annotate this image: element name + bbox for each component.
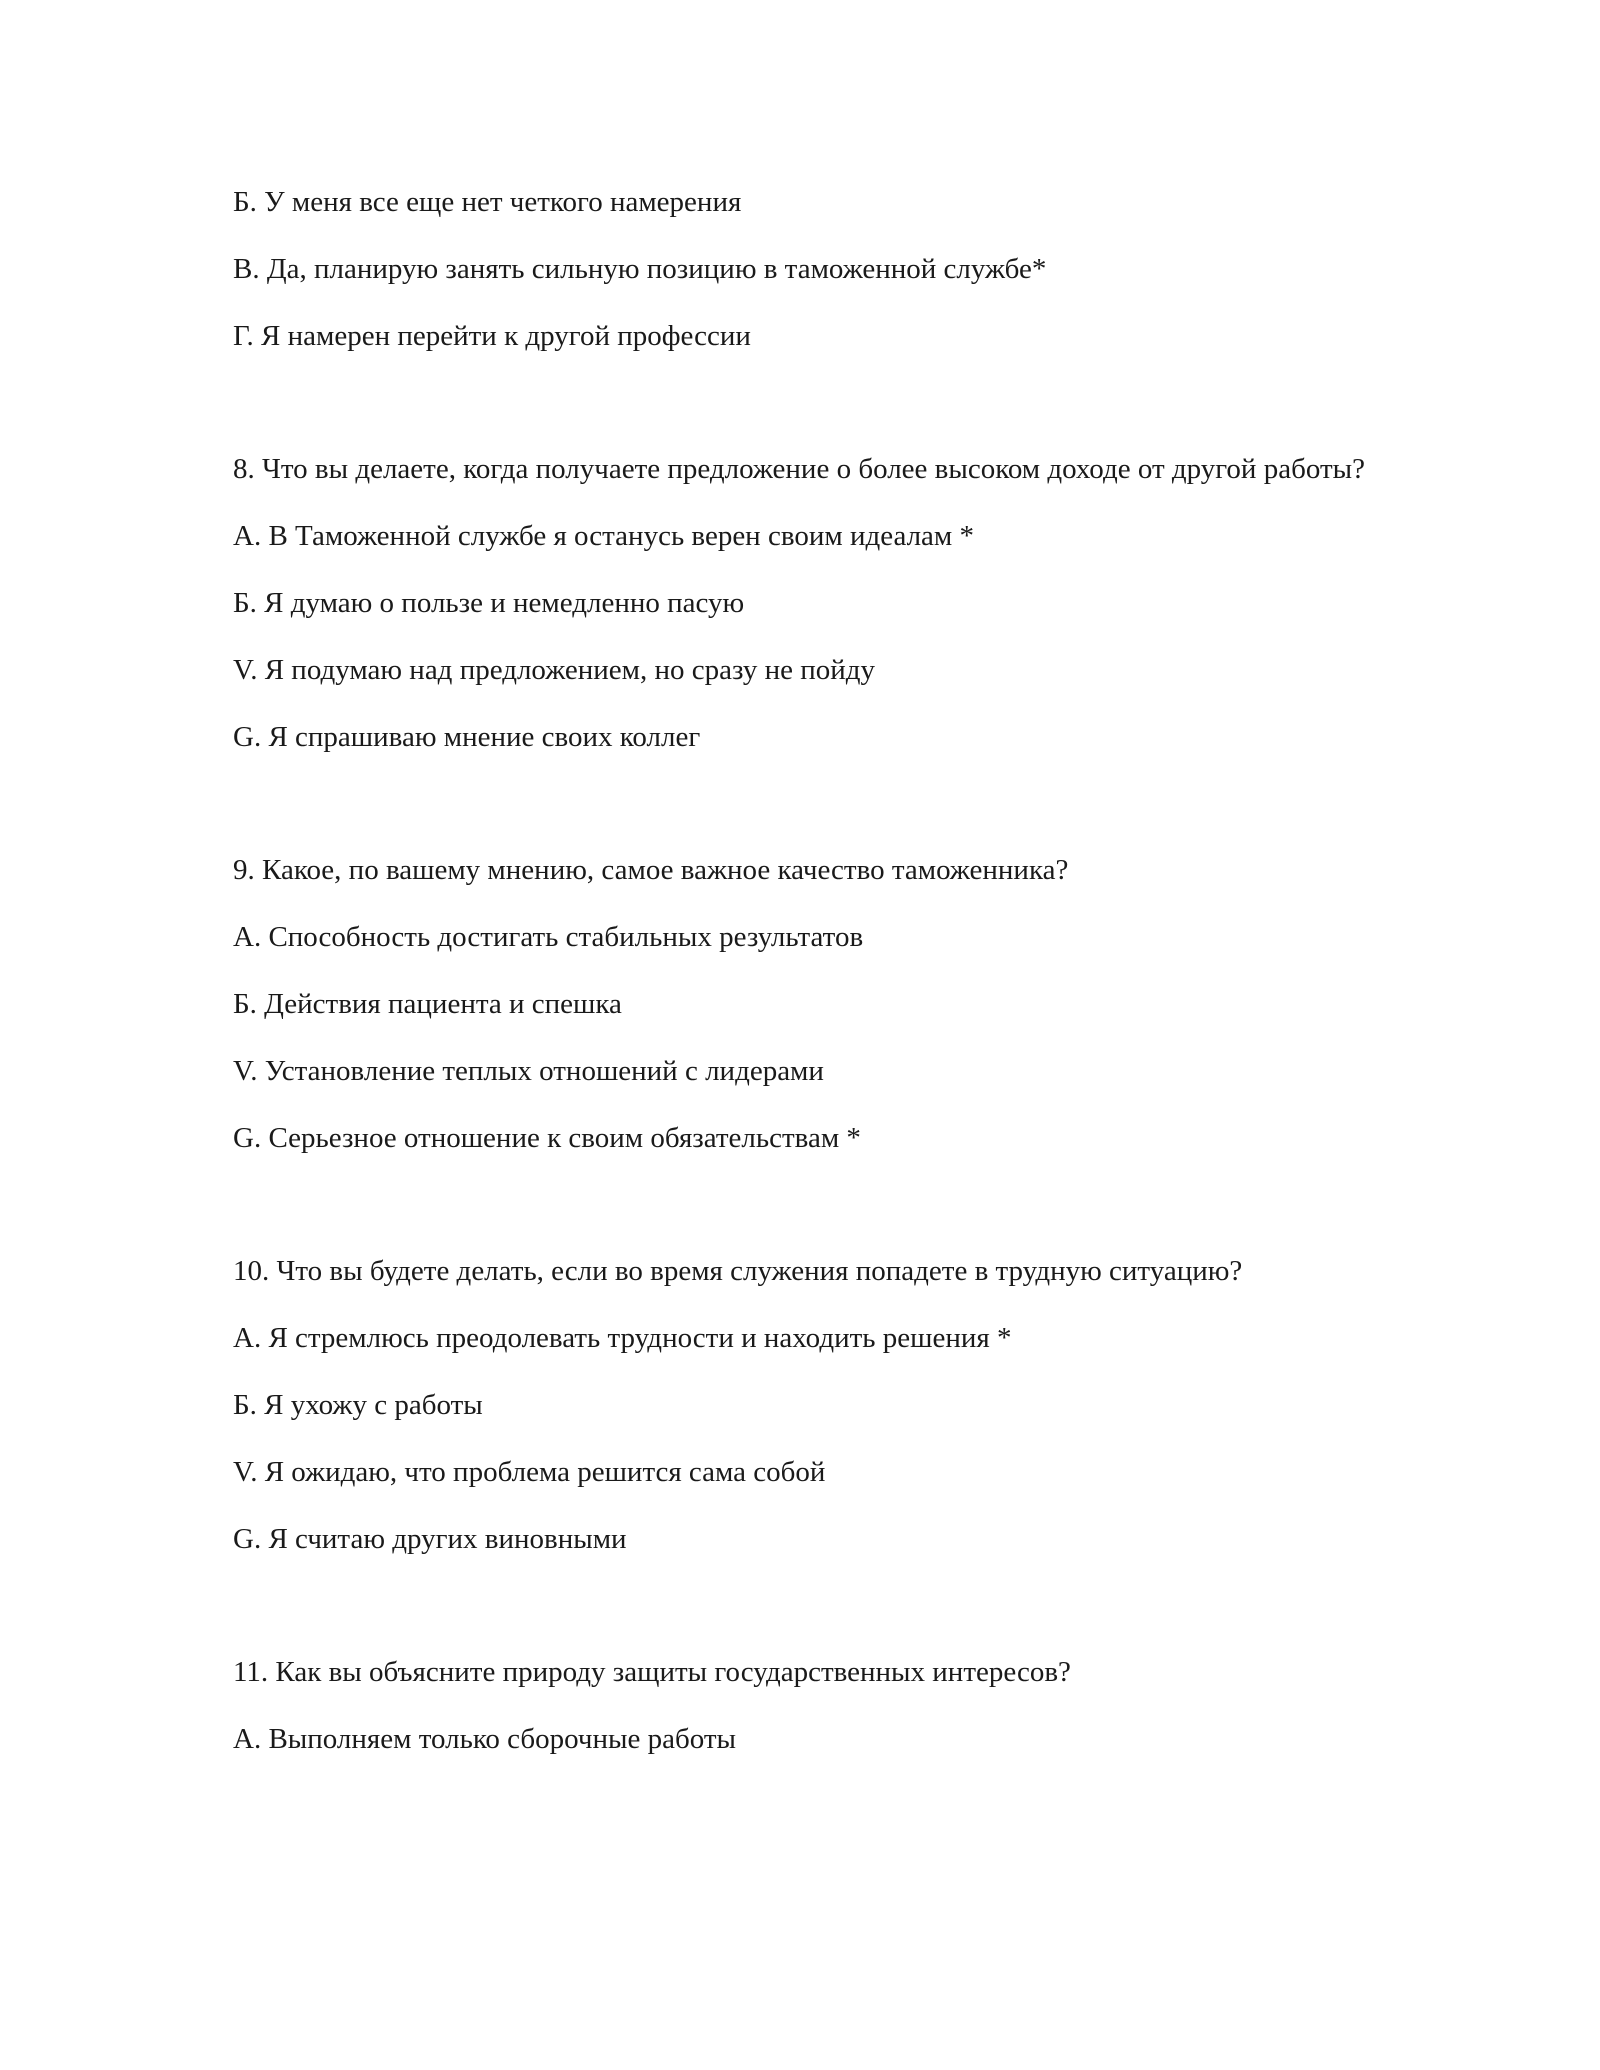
spacer — [233, 1185, 1383, 1251]
answer-option: V. Я ожидаю, что проблема решится сама собой — [233, 1456, 826, 1488]
answer-option: А. В Таможенной службе я останусь верен своим идеалам * — [233, 520, 975, 552]
answer-option: А. Я стремлюсь преодолевать трудности и находить решения * — [233, 1322, 1012, 1354]
answer-option: G. Я считаю других виновными — [233, 1523, 627, 1555]
question-block-8 — [233, 449, 1383, 757]
answer-option: А. Способность достигать стабильных результатов — [233, 921, 864, 953]
question-text: 11. Как вы объясните природу защиты государственных интересов? — [233, 1656, 1071, 1688]
question-text: 8. Что вы делаете, когда получаете предложение о более высоком доходе от другой работы? — [233, 453, 1365, 485]
answer-option: В. Да, планирую занять сильную позицию в таможенной службе* — [233, 253, 1047, 285]
spacer — [233, 383, 1383, 449]
answer-option: А. Выполняем только сборочные работы — [233, 1723, 737, 1755]
question-block-10 — [233, 1251, 1383, 1559]
answer-option: V. Я подумаю над предложением, но сразу не пойду — [233, 654, 876, 686]
answer-option: Б. Я ухожу с работы — [233, 1389, 483, 1421]
answer-option: V. Установление теплых отношений с лидерами — [233, 1055, 824, 1087]
question-block-7-continued — [233, 182, 1383, 356]
question-block-11 — [233, 1652, 1383, 1759]
answer-option: Г. Я намерен перейти к другой профессии — [233, 320, 751, 352]
question-block-9 — [233, 850, 1383, 1158]
document-body — [233, 182, 1383, 1786]
answer-option: G. Я спрашиваю мнение своих коллег — [233, 721, 701, 753]
answer-option: Б. Действия пациента и спешка — [233, 988, 622, 1020]
answer-option: Б. У меня все еще нет четкого намерения — [233, 186, 742, 218]
question-text: 10. Что вы будете делать, если во время служения попадете в трудную ситуацию? — [233, 1255, 1243, 1287]
spacer — [233, 1586, 1383, 1652]
answer-option: Б. Я думаю о пользе и немедленно пасую — [233, 587, 745, 619]
question-text: 9. Какое, по вашему мнению, самое важное качество таможенника? — [233, 854, 1069, 886]
spacer — [233, 784, 1383, 850]
answer-option: G. Серьезное отношение к своим обязательствам * — [233, 1122, 861, 1154]
